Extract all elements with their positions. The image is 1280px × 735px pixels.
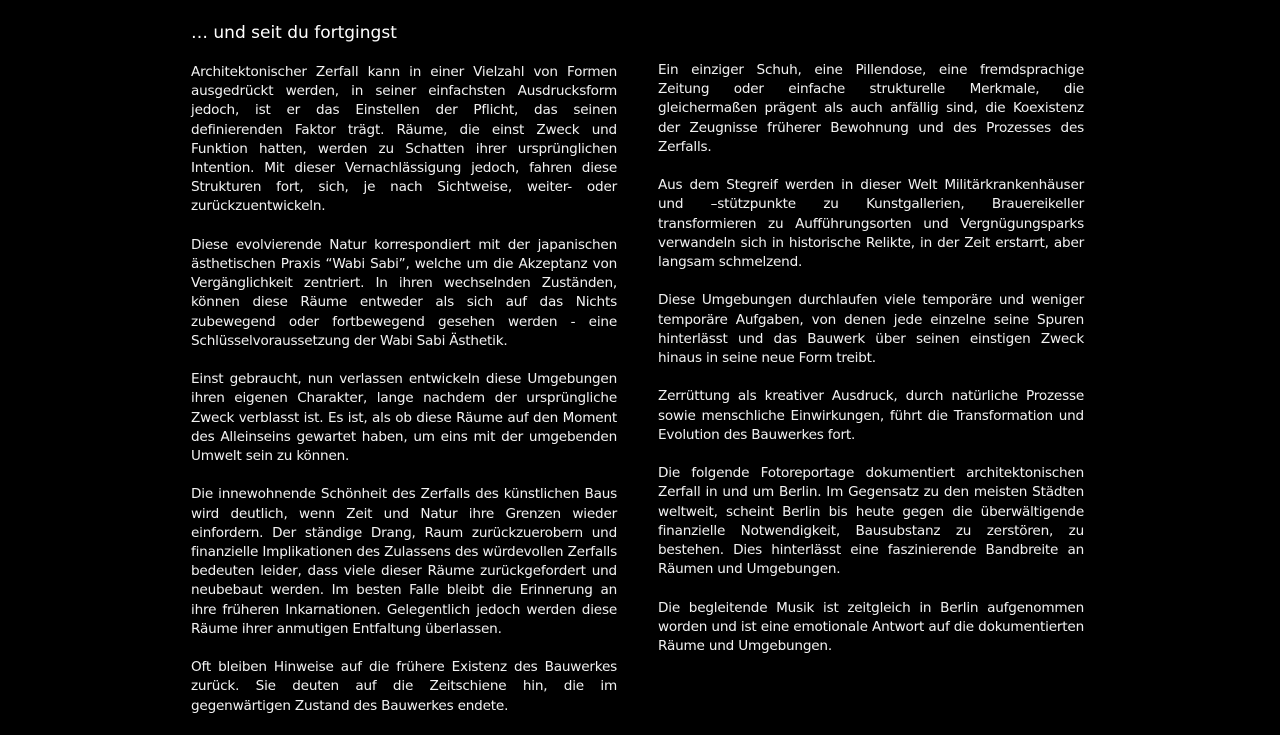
- text-column-left: [191, 63, 617, 735]
- paragraph: Die folgende Fotoreportage dokumentiert architektonischen Zerfall in und um Berlin. Im Gegensatz zu den meisten Städten weltweit, scheint Berlin bis heute gegen die überwältigende finanzielle Notwendigkeit, Bausubstanz zu zerstören, zu bestehen. Dies hinterlässt eine faszinierende Bandbreite an Räumen und Umgebungen.: [658, 465, 1084, 578]
- page-title: … und seit du fortgingst: [191, 23, 397, 43]
- paragraph: Einst gebraucht, nun verlassen entwickeln diese Umgebungen ihren eigenen Charakter, lange nachdem der ursprüngliche Zweck verblasst ist. Es ist, als ob diese Räume auf den Moment des Alleinseins gewartet haben, um eins mit der umgebenden Umwelt sein zu können.: [191, 371, 617, 465]
- paragraph: Ein einziger Schuh, eine Pillendose, eine fremdsprachige Zeitung oder einfache strukturelle Merkmale, die gleichermaßen prägent als auch anfällig sind, die Koexistenz der Zeugnisse früherer Bewohnung und des Prozesses des Zerfalls.: [658, 62, 1084, 155]
- paragraph: Diese evolvierende Natur korrespondiert mit der japanischen ästhetischen Praxis “Wabi Sabi”, welche um die Akzeptanz von Vergänglichkeit zentriert. In ihren wechselnden Zuständen, können diese Räume entweder als sich auf das Nichts zubewegend oder fortbewegend gesehen werden - eine Schlüsselvoraussetzung der Wabi Sabi Ästhetik.: [191, 236, 617, 349]
- paragraph: Diese Umgebungen durchlaufen viele temporäre und weniger temporäre Aufgaben, von denen jede einzelne seine Spuren hinterlässt und das Bauwerk über seinen einstigen Zweck hinaus in seine neue Form treibt.: [658, 292, 1084, 367]
- text-column-right: [658, 61, 1084, 675]
- paragraph: Architektonischer Zerfall kann in einer Vielzahl von Formen ausgedrückt werden, in seiner einfachsten Ausdrucksform jedoch, ist er das Einstellen der Pflicht, das seinen definierenden Faktor trägt. Räume, die einst Zweck und Funktion hatten, werden zu Schatten ihrer ursprünglichen Intention. Mit dieser Vernachlässigung jedoch, fahren diese Strukturen fort, sich, je nach Sichtweise, weiter- oder zurückzuentwickeln.: [191, 64, 617, 215]
- paragraph: Oft bleiben Hinweise auf die frühere Existenz des Bauwerkes zurück. Sie deuten auf die Zeitschiene hin, die im gegenwärtigen Zustand des Bauwerkes endete.: [191, 659, 617, 714]
- paragraph: Die innewohnende Schönheit des Zerfalls des künstlichen Baus wird deutlich, wenn Zeit und Natur ihre Grenzen wieder einfordern. Der ständige Drang, Raum zurückzuerobern und finanzielle Implikationen des Zulassens des würdevollen Zerfalls bedeuten leider, dass viele dieser Räume zurückgefordert und neubebaut werden. Im besten Falle bleibt die Erinnerung an ihre früheren Inkarnationen. Gelegentlich jedoch werden diese Räume ihrer anmutigen Entfaltung überlassen.: [191, 486, 617, 637]
- paragraph: Aus dem Stegreif werden in dieser Welt Militärkrankenhäuser und –stützpunkte zu Kunstgallerien, Brauereikeller transformieren zu Aufführungsorten und Vergnügungsparks verwandeln sich in historische Relikte, in der Zeit erstarrt, aber langsam schmelzend.: [658, 177, 1084, 271]
- paragraph: Zerrüttung als kreativer Ausdruck, durch natürliche Prozesse sowie menschliche Einwirkungen, führt die Transformation und Evolution des Bauwerkes fort.: [658, 388, 1084, 443]
- paragraph: Die begleitende Musik ist zeitgleich in Berlin aufgenommen worden und ist eine emotionale Antwort auf die dokumentierten Räume und Umgebungen.: [658, 599, 1084, 655]
